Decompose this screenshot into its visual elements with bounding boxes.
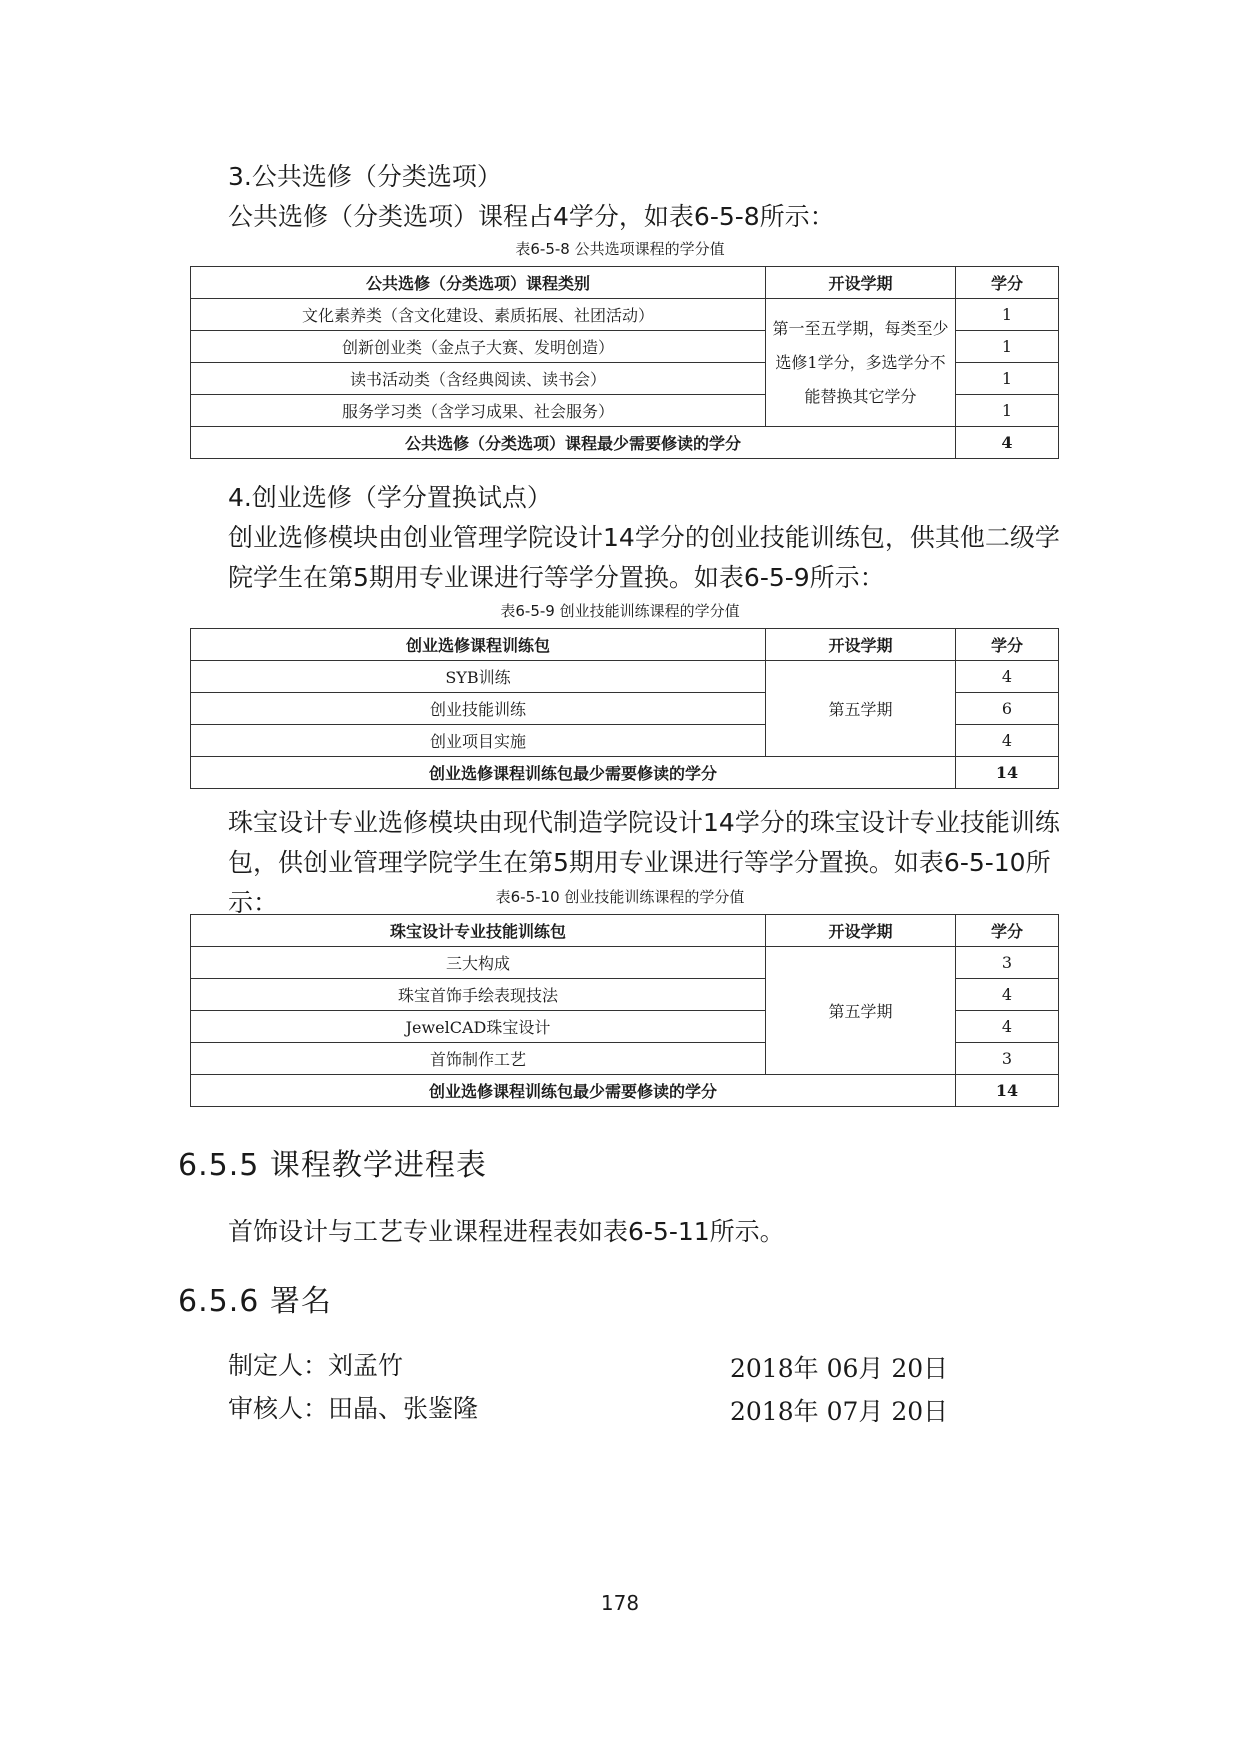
credit-value: 4 xyxy=(956,661,1059,693)
section-6-5-6-heading: 6.5.6 署名 xyxy=(178,1284,332,1319)
course-name: 读书活动类（含经典阅读、读书会） xyxy=(191,363,766,395)
reviewer-label: 审核人：田晶、张鉴隆 xyxy=(228,1394,479,1423)
table-6-5-8 xyxy=(190,266,1059,459)
header-category: 公共选修（分类选项）课程类别 xyxy=(191,267,766,299)
maker-date: 2018年 06月 20日 xyxy=(730,1354,949,1383)
term-cell: 第一至五学期，每类至少选修1学分，多选学分不能替换其它学分 xyxy=(766,299,956,427)
table-6-5-9 xyxy=(190,628,1059,789)
section-3-heading: 3.公共选修（分类选项） xyxy=(228,162,502,191)
header-credit: 学分 xyxy=(956,915,1059,947)
header-package: 珠宝设计专业技能训练包 xyxy=(191,915,766,947)
reviewer-date: 2018年 07月 20日 xyxy=(730,1397,949,1426)
course-name: 服务学习类（含学习成果、社会服务） xyxy=(191,395,766,427)
header-package: 创业选修课程训练包 xyxy=(191,629,766,661)
credit-value: 1 xyxy=(956,395,1059,427)
table-6-5-10-caption: 表6-5-10 创业技能训练课程的学分值 xyxy=(495,888,745,906)
course-name: SYB训练 xyxy=(191,661,766,693)
header-term: 开设学期 xyxy=(766,267,956,299)
credit-value: 6 xyxy=(956,693,1059,725)
course-name: 创业项目实施 xyxy=(191,725,766,757)
total-label: 创业选修课程训练包最少需要修读的学分 xyxy=(191,1075,956,1107)
credit-value: 4 xyxy=(956,725,1059,757)
credit-value: 4 xyxy=(956,979,1059,1011)
course-name: 首饰制作工艺 xyxy=(191,1043,766,1075)
table-total-row xyxy=(191,1075,1059,1107)
credit-value: 3 xyxy=(956,947,1059,979)
table-header-row xyxy=(191,629,1059,661)
section-6-5-5-text: 首饰设计与工艺专业课程进程表如表6-5-11所示。 xyxy=(228,1217,785,1246)
term-cell: 第五学期 xyxy=(766,947,956,1075)
term-cell: 第五学期 xyxy=(766,661,956,757)
credit-value: 1 xyxy=(956,363,1059,395)
table-6-5-9-caption: 表6-5-9 创业技能训练课程的学分值 xyxy=(500,602,740,620)
table-total-row xyxy=(191,427,1059,459)
header-credit: 学分 xyxy=(956,267,1059,299)
credit-value: 1 xyxy=(956,331,1059,363)
page-number: 178 xyxy=(600,1591,640,1615)
table-total-row xyxy=(191,757,1059,789)
total-label: 创业选修课程训练包最少需要修读的学分 xyxy=(191,757,956,789)
total-value: 4 xyxy=(956,427,1059,459)
table-6-5-10 xyxy=(190,914,1059,1107)
course-name: 文化素养类（含文化建设、素质拓展、社团活动） xyxy=(191,299,766,331)
section-6-5-5-heading: 6.5.5 课程教学进程表 xyxy=(178,1148,487,1183)
section-4-heading: 4.创业选修（学分置换试点） xyxy=(228,483,552,512)
section-4-intro xyxy=(228,518,1068,598)
credit-value: 1 xyxy=(956,299,1059,331)
course-name: 创新创业类（金点子大赛、发明创造） xyxy=(191,331,766,363)
credit-value: 3 xyxy=(956,1043,1059,1075)
credit-value: 4 xyxy=(956,1011,1059,1043)
jewelry-intro-text: 珠宝设计专业选修模块由现代制造学院设计14学分的珠宝设计专业技能训练包，供创业管理学院学生在第5期用专业课进行等学分置换。如表6-5-10所示： xyxy=(228,808,1060,917)
total-value: 14 xyxy=(956,757,1059,789)
header-credit: 学分 xyxy=(956,629,1059,661)
table-6-5-8-caption: 表6-5-8 公共选项课程的学分值 xyxy=(515,240,725,258)
table-row xyxy=(191,947,1059,979)
table-row xyxy=(191,299,1059,331)
header-term: 开设学期 xyxy=(766,629,956,661)
total-value: 14 xyxy=(956,1075,1059,1107)
course-name: 三大构成 xyxy=(191,947,766,979)
table-header-row xyxy=(191,915,1059,947)
course-name: JewelCAD珠宝设计 xyxy=(191,1011,766,1043)
section-3-intro: 公共选修（分类选项）课程占4学分，如表6-5-8所示： xyxy=(228,202,835,231)
course-name: 创业技能训练 xyxy=(191,693,766,725)
maker-label: 制定人：刘孟竹 xyxy=(228,1351,404,1380)
total-label: 公共选修（分类选项）课程最少需要修读的学分 xyxy=(191,427,956,459)
section-4-intro-text: 创业选修模块由创业管理学院设计14学分的创业技能训练包，供其他二级学院学生在第5期用专业课进行等学分置换。如表6-5-9所示： xyxy=(228,523,1060,592)
course-name: 珠宝首饰手绘表现技法 xyxy=(191,979,766,1011)
table-row xyxy=(191,661,1059,693)
header-term: 开设学期 xyxy=(766,915,956,947)
table-header-row xyxy=(191,267,1059,299)
